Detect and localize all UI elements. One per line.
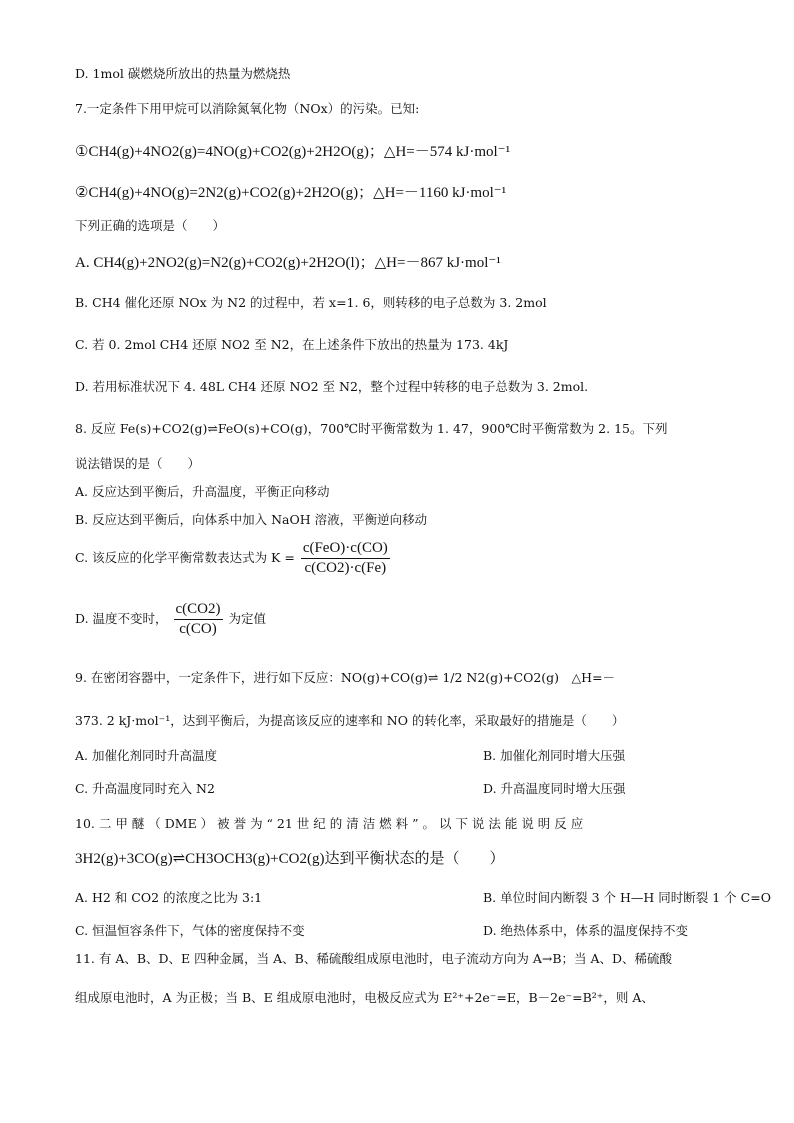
q11-stem-line-2: 组成原电池时，A 为正极；当 B、E 组成原电池时，电极反应式为 E²⁺+2e⁻=E，B－2e⁻=B²⁺，则 A、 xyxy=(75,990,654,1005)
q7-option-a: A. CH4(g)+2NO2(g)=N2(g)+CO2(g)+2H2O(l)；△H=－867 kJ·mol⁻¹ xyxy=(75,255,501,271)
q10-option-a: A. H2 和 CO2 的浓度之比为 3:1 xyxy=(75,890,263,905)
q10-options-row-2 xyxy=(75,921,724,939)
q8-stem-line-2: 说法错误的是（ ） xyxy=(75,456,201,471)
q11-stem-line-1: 11. 有 A、B、D、E 四种金属，当 A、B、稀硫酸组成原电池时，电子流动方向为 A→B；当 A、D、稀硫酸 xyxy=(75,951,673,966)
q10-options-row-1 xyxy=(75,888,771,906)
q7-equation-1: ①CH4(g)+4NO2(g)=4NO(g)+CO2(g)+2H2O(g)；△H=－574 kJ·mol⁻¹ xyxy=(75,144,511,160)
q9-options-row-2 xyxy=(75,779,724,797)
fraction-numerator: c(CO2) xyxy=(174,601,223,620)
fraction-denominator: c(CO) xyxy=(179,621,217,637)
q10-option-c: C. 恒温恒容条件下，气体的密度保持不变 xyxy=(75,923,305,938)
q8-option-d-tail: 为定值 xyxy=(228,611,267,626)
fraction-numerator: c(FeO)·c(CO) xyxy=(301,540,390,559)
q9-stem-line-2: 373. 2 kJ·mol⁻¹，达到平衡后，为提高该反应的速率和 NO 的转化率，采取最好的措施是（ ） xyxy=(75,713,625,728)
q9-options-row-1 xyxy=(75,746,724,764)
q10-stem-line-1: 10. 二 甲 醚 （ DME ） 被 誉 为 “ 21 世 纪 的 清 洁 燃 料 ” 。 以 下 说 法 能 说 明 反 应 xyxy=(75,816,584,831)
q8-option-c xyxy=(75,540,724,577)
q8-option-c-text: C. 该反应的化学平衡常数表达式为 K = xyxy=(75,550,295,565)
q6-option-d: D. 1mol 碳燃烧所放出的热量为燃烧热 xyxy=(75,66,291,81)
q7-option-b: B. CH4 催化还原 NOx 为 N2 的过程中，若 x=1. 6，则转移的电子总数为 3. 2mol xyxy=(75,295,547,310)
equilibrium-constant-fraction xyxy=(301,540,390,577)
q8-option-a: A. 反应达到平衡后，升高温度，平衡正向移动 xyxy=(75,484,330,499)
q9-stem-line-1: 9. 在密闭容器中，一定条件下，进行如下反应：NO(g)+CO(g)⇌ 1/2 N2(g)+CO2(g) △H=－ xyxy=(75,670,616,685)
q10-option-b: B. 单位时间内断裂 3 个 H—H 同时断裂 1 个 C=O xyxy=(483,890,771,905)
concentration-ratio-fraction xyxy=(174,601,223,638)
q7-ask: 下列正确的选项是（ ） xyxy=(75,218,226,233)
q8-option-d-text: D. 温度不变时， xyxy=(75,611,168,626)
q10-option-d: D. 绝热体系中，体系的温度保持不变 xyxy=(483,923,689,938)
q9-option-c: C. 升高温度同时充入 N2 xyxy=(75,781,215,796)
q7-equation-2: ②CH4(g)+4NO(g)=2N2(g)+CO2(g)+2H2O(g)；△H=－1160 kJ·mol⁻¹ xyxy=(75,185,507,201)
q7-option-d: D. 若用标准状况下 4. 48L CH4 还原 NO2 至 N2，整个过程中转移的电子总数为 3. 2mol. xyxy=(75,379,589,394)
q7-option-c: C. 若 0. 2mol CH4 还原 NO2 至 N2，在上述条件下放出的热量为 173. 4kJ xyxy=(75,337,509,352)
q7-stem: 7.一定条件下用甲烷可以消除氮氧化物（NOx）的污染。已知: xyxy=(75,101,420,116)
fraction-denominator: c(CO2)·c(Fe) xyxy=(304,560,387,576)
q9-option-d: D. 升高温度同时增大压强 xyxy=(483,781,626,796)
q9-option-a: A. 加催化剂同时升高温度 xyxy=(75,748,217,763)
q8-stem-line-1: 8. 反应 Fe(s)+CO2(g)⇌FeO(s)+CO(g)，700℃时平衡常数为 1. 47，900℃时平衡常数为 2. 15。下列 xyxy=(75,421,668,436)
q9-option-b: B. 加催化剂同时增大压强 xyxy=(483,748,626,763)
q8-option-b: B. 反应达到平衡后，向体系中加入 NaOH 溶液，平衡逆向移动 xyxy=(75,512,428,527)
q10-stem-line-2: 3H2(g)+3CO(g)⇌CH3OCH3(g)+CO2(g)达到平衡状态的是（ ） xyxy=(75,851,505,867)
q8-option-d xyxy=(75,601,724,638)
